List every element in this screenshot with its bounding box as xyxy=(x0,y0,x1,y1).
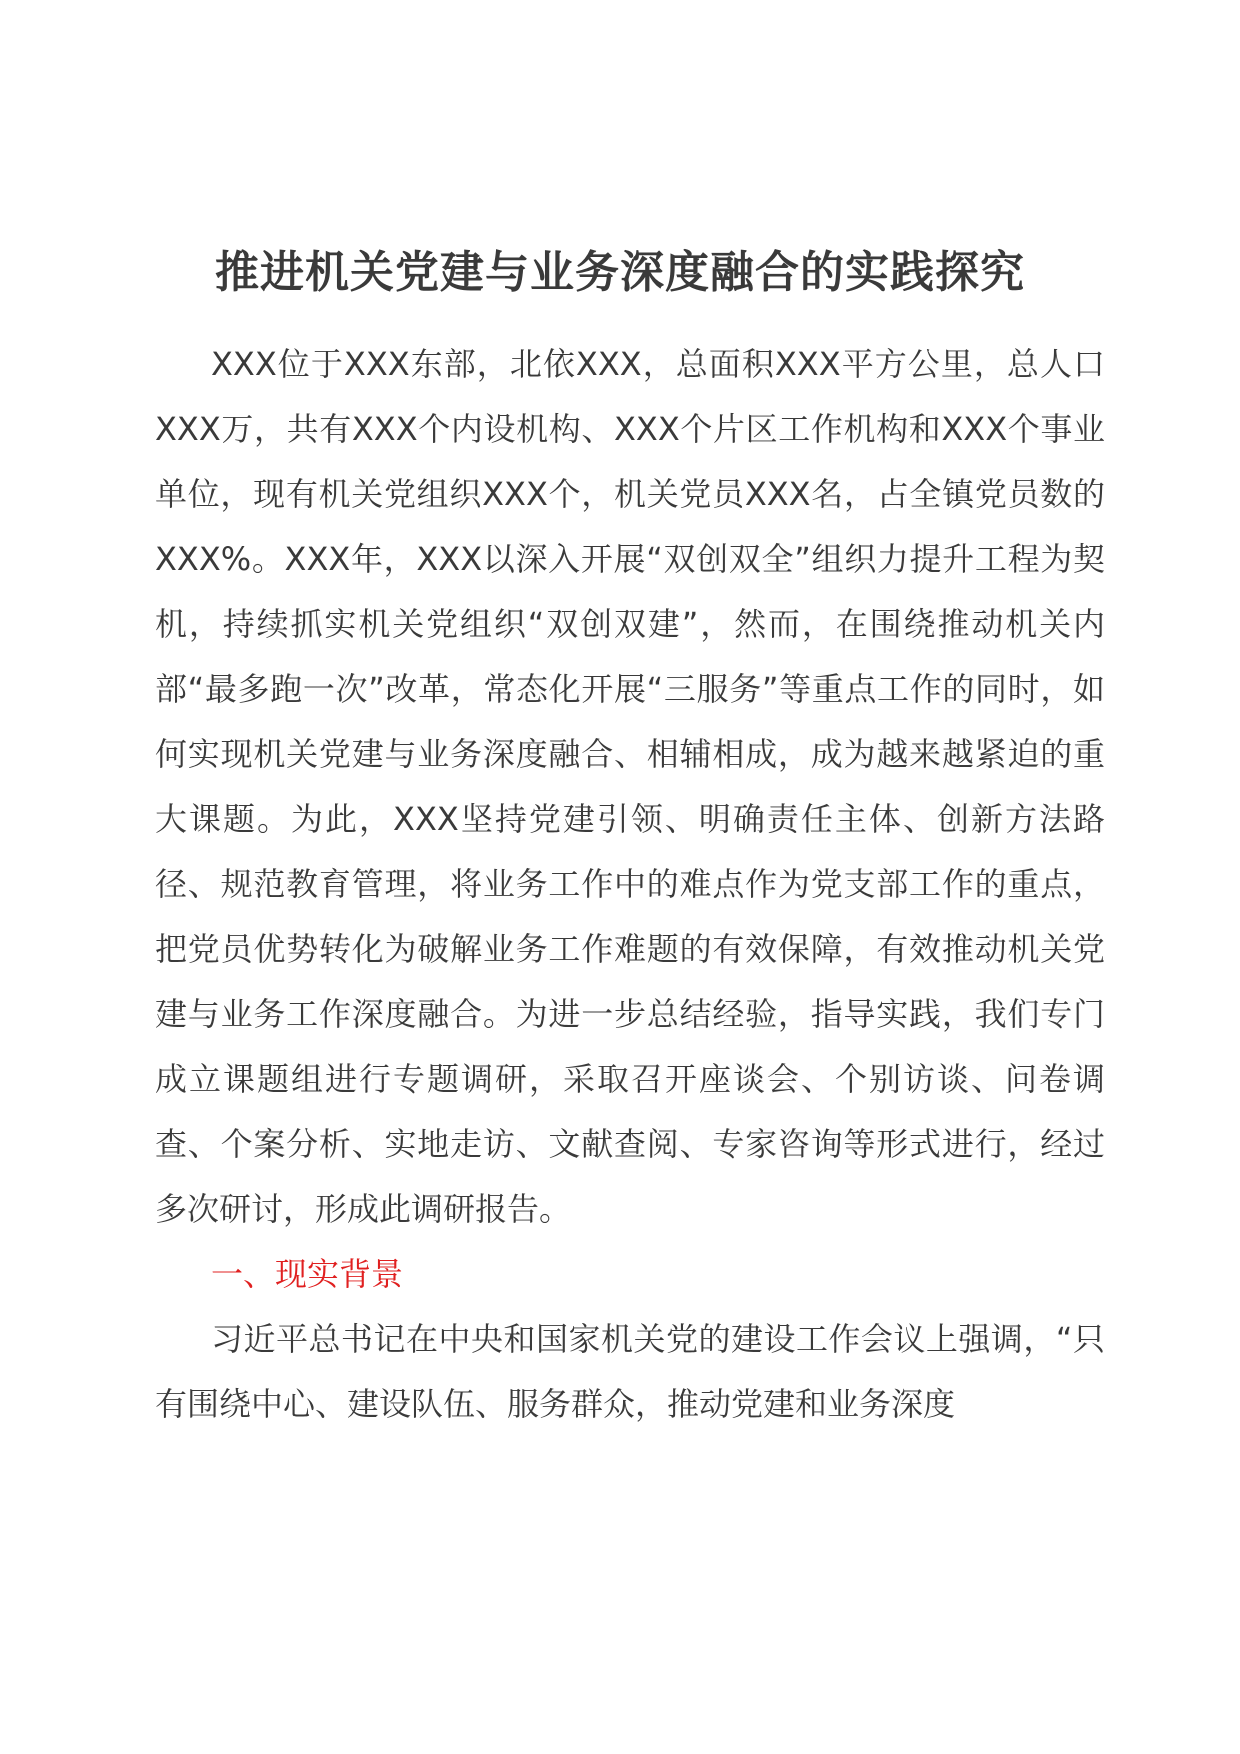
section-heading: 一、现实背景 xyxy=(211,1255,404,1293)
intro-paragraph: XXX位于XXX东部，北依XXX，总面积XXX平方公里，总人口XXX万，共有XXX个内设机构、XXX个片区工作机构和XXX个事业单位，现有机关党组织XXX个，机关党员XXX名，占全镇党员数的XXX%。XXX年，XXX以深入开展“双创双全”组织力提升工程为契机，持续抓实机关党组织“双创双建”，然而，在围绕推动机关内部“最多跑一次”改革，常态化开展“三服务”等重点工作的同时，如何实现机关党建与业务深度融合、相辅相成，成为越来越紧迫的重大课题。为此，XXX坚持党建引领、明确责任主体、创新方法路径、规范教育管理，将业务工作中的难点作为党支部工作的重点，把党员优势转化为破解业务工作难题的有效保障，有效推动机关党建与业务工作深度融合。为进一步总结经验，指导实践，我们专门成立课题组进行专题调研，采取召开座谈会、个别访谈、问卷调查、个案分析、实地走访、文献查阅、专家咨询等形式进行，经过多次研讨，形成此调研报告。 xyxy=(155,345,1105,1228)
document-title: 推进机关党建与业务深度融合的实践探究 xyxy=(215,247,1025,298)
section-paragraph: 习近平总书记在中央和国家机关党的建设工作会议上强调，“只有围绕中心、建设队伍、服务群众，推动党建和业务深度 xyxy=(155,1320,1105,1423)
document-body xyxy=(155,332,1105,1437)
